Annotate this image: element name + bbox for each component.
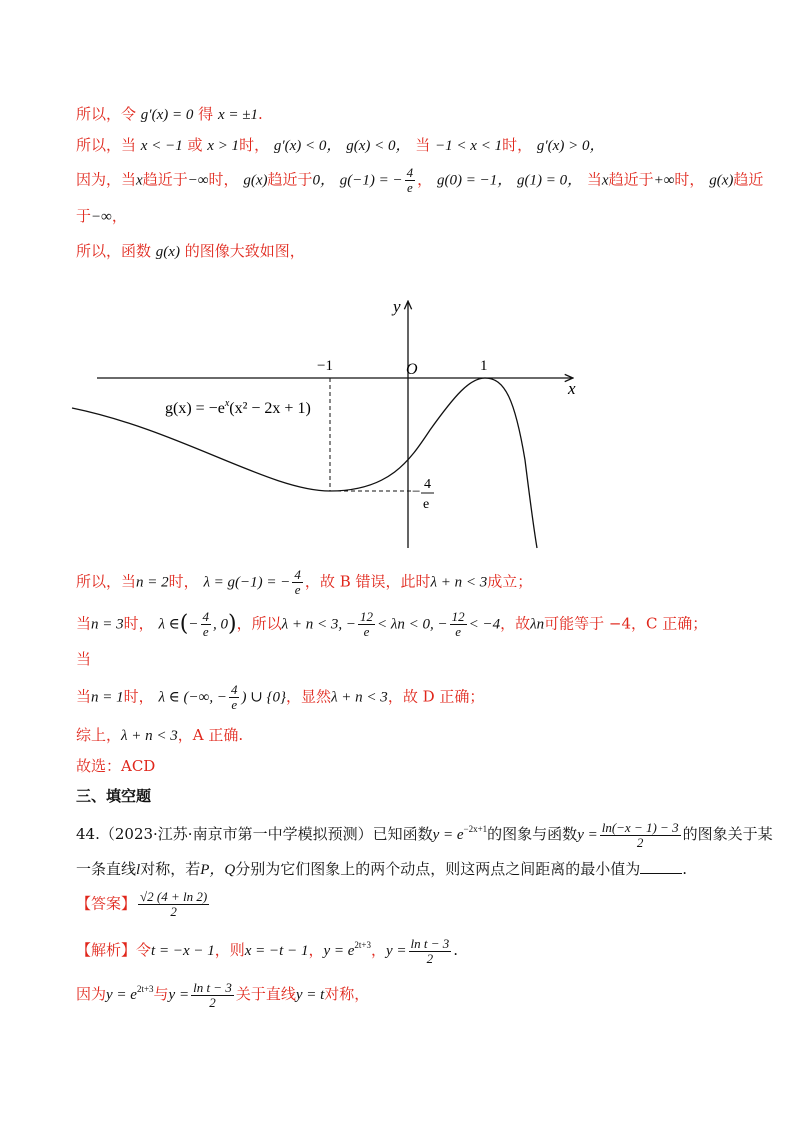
problem-44-line-2: 一条直线l对称，若P，Q分别为它们图象上的两个动点，则这两点之间距离的最小值为 . — [76, 860, 687, 878]
solution-mid-line-5: 综上，λ + n < 3，A 正确. — [76, 726, 244, 744]
tick-label-neg1: −1 — [317, 358, 333, 374]
fraction: $\frac{12}{e}$ — [451, 609, 465, 639]
section-title: 三、填空题 — [76, 787, 152, 805]
solution-line-5: 所以，函数 g(x) 的图像大致如图， — [76, 242, 305, 260]
fraction: $\frac{\text{ln t − 3}}{2}$ — [410, 935, 450, 966]
solution-line-3: 因为，当x趋近于−∞时， g(x)趋近于0， g(−1) = − $\frac{4}{e}$ ， g(0) = −1， g(1) = 0， 当x趋近于+∞时， g(x)趋近 — [76, 165, 764, 195]
min-value-numerator: 4 — [424, 477, 431, 492]
origin-label: O — [406, 361, 418, 378]
function-label: $g(x) = -e^x(x^2 - 2x + 1)$ — [165, 398, 311, 417]
tick-label-pos1: 1 — [480, 358, 488, 374]
fraction: $\frac{4}{e}$ — [406, 165, 414, 195]
problem-44-line-1: 44.（2023·江苏·南京市第一中学模拟预测）已知函数$y = e^{-2x+1}$的图象与函数y = $\frac{\ln(-x - 1) - 3}{2}$ 的图象关于某 — [76, 819, 773, 850]
solution-mid-line-4: 当n = 1时， λ ∈ (−∞, − $\frac{4}{e}$ ) ∪ {0}，显然λ + n < 3，故 D 正确； — [76, 682, 485, 712]
fraction: $\frac{4}{e}$ — [294, 567, 301, 597]
fraction: $\frac{12}{e}$ — [360, 609, 373, 639]
min-value-sign: − — [412, 484, 421, 500]
fraction: $\frac{4}{e}$ — [202, 609, 210, 639]
solution-line-4: 于−∞， — [76, 207, 127, 225]
answer-fraction: $\frac{√2 (4 + \ln 2)}{2}$ — [140, 889, 208, 919]
solution-line-1: 所以，令 g′(x) = 0 得 x = ±1. — [76, 105, 263, 123]
solution-mid-line-2: 当n = 3时， λ ∈(− $\frac{4}{e}$ , 0)，所以λ + n < 3, − $\frac{12}{e}$ < λn < 0, − $\frac{12}{e}$ < −4，故λn可能等于 −4，C 正确； — [76, 609, 708, 639]
fraction: $\frac{\ln(-x - 1) - 3}{2}$ — [601, 819, 679, 850]
min-value-denominator: e — [423, 497, 430, 512]
analysis-line-2: 因为$y = e^{2t+3}$与y = $\frac{\text{ln t − 3}}{2}$ 关于直线y = t对称， — [76, 979, 370, 1010]
answer-line: 【答案】 $\frac{√2 (4 + \ln 2)}{2}$ — [76, 889, 208, 919]
solution-line-2: 所以，当 x < −1 或 x > 1时， g′(x) < 0， g(x) < 0， 当 −1 < x < 1时， g′(x) > 0， — [76, 136, 605, 154]
y-axis-label: y — [393, 297, 401, 316]
fraction: $\frac{4}{e}$ — [230, 682, 238, 712]
answer-blank — [640, 859, 682, 874]
solution-mid-line-1: 所以，当n = 2时， λ = g(−1) = − $\frac{4}{e}$ ，故 B 错误，此时λ + n < 3成立； — [76, 567, 533, 597]
analysis-line-1: 【解析】令t = −x − 1，则x = −t − 1，$y = e^{2t+3}$，y = $\frac{\text{ln t − 3}}{2}$ . — [76, 935, 459, 966]
function-graph — [0, 290, 800, 560]
solution-mid-line-3: 当 — [76, 650, 92, 668]
final-choice: 故选：ACD — [76, 757, 156, 775]
x-axis-label: x — [568, 379, 576, 398]
fraction: $\frac{\text{ln t − 3}}{2}$ — [193, 979, 232, 1010]
